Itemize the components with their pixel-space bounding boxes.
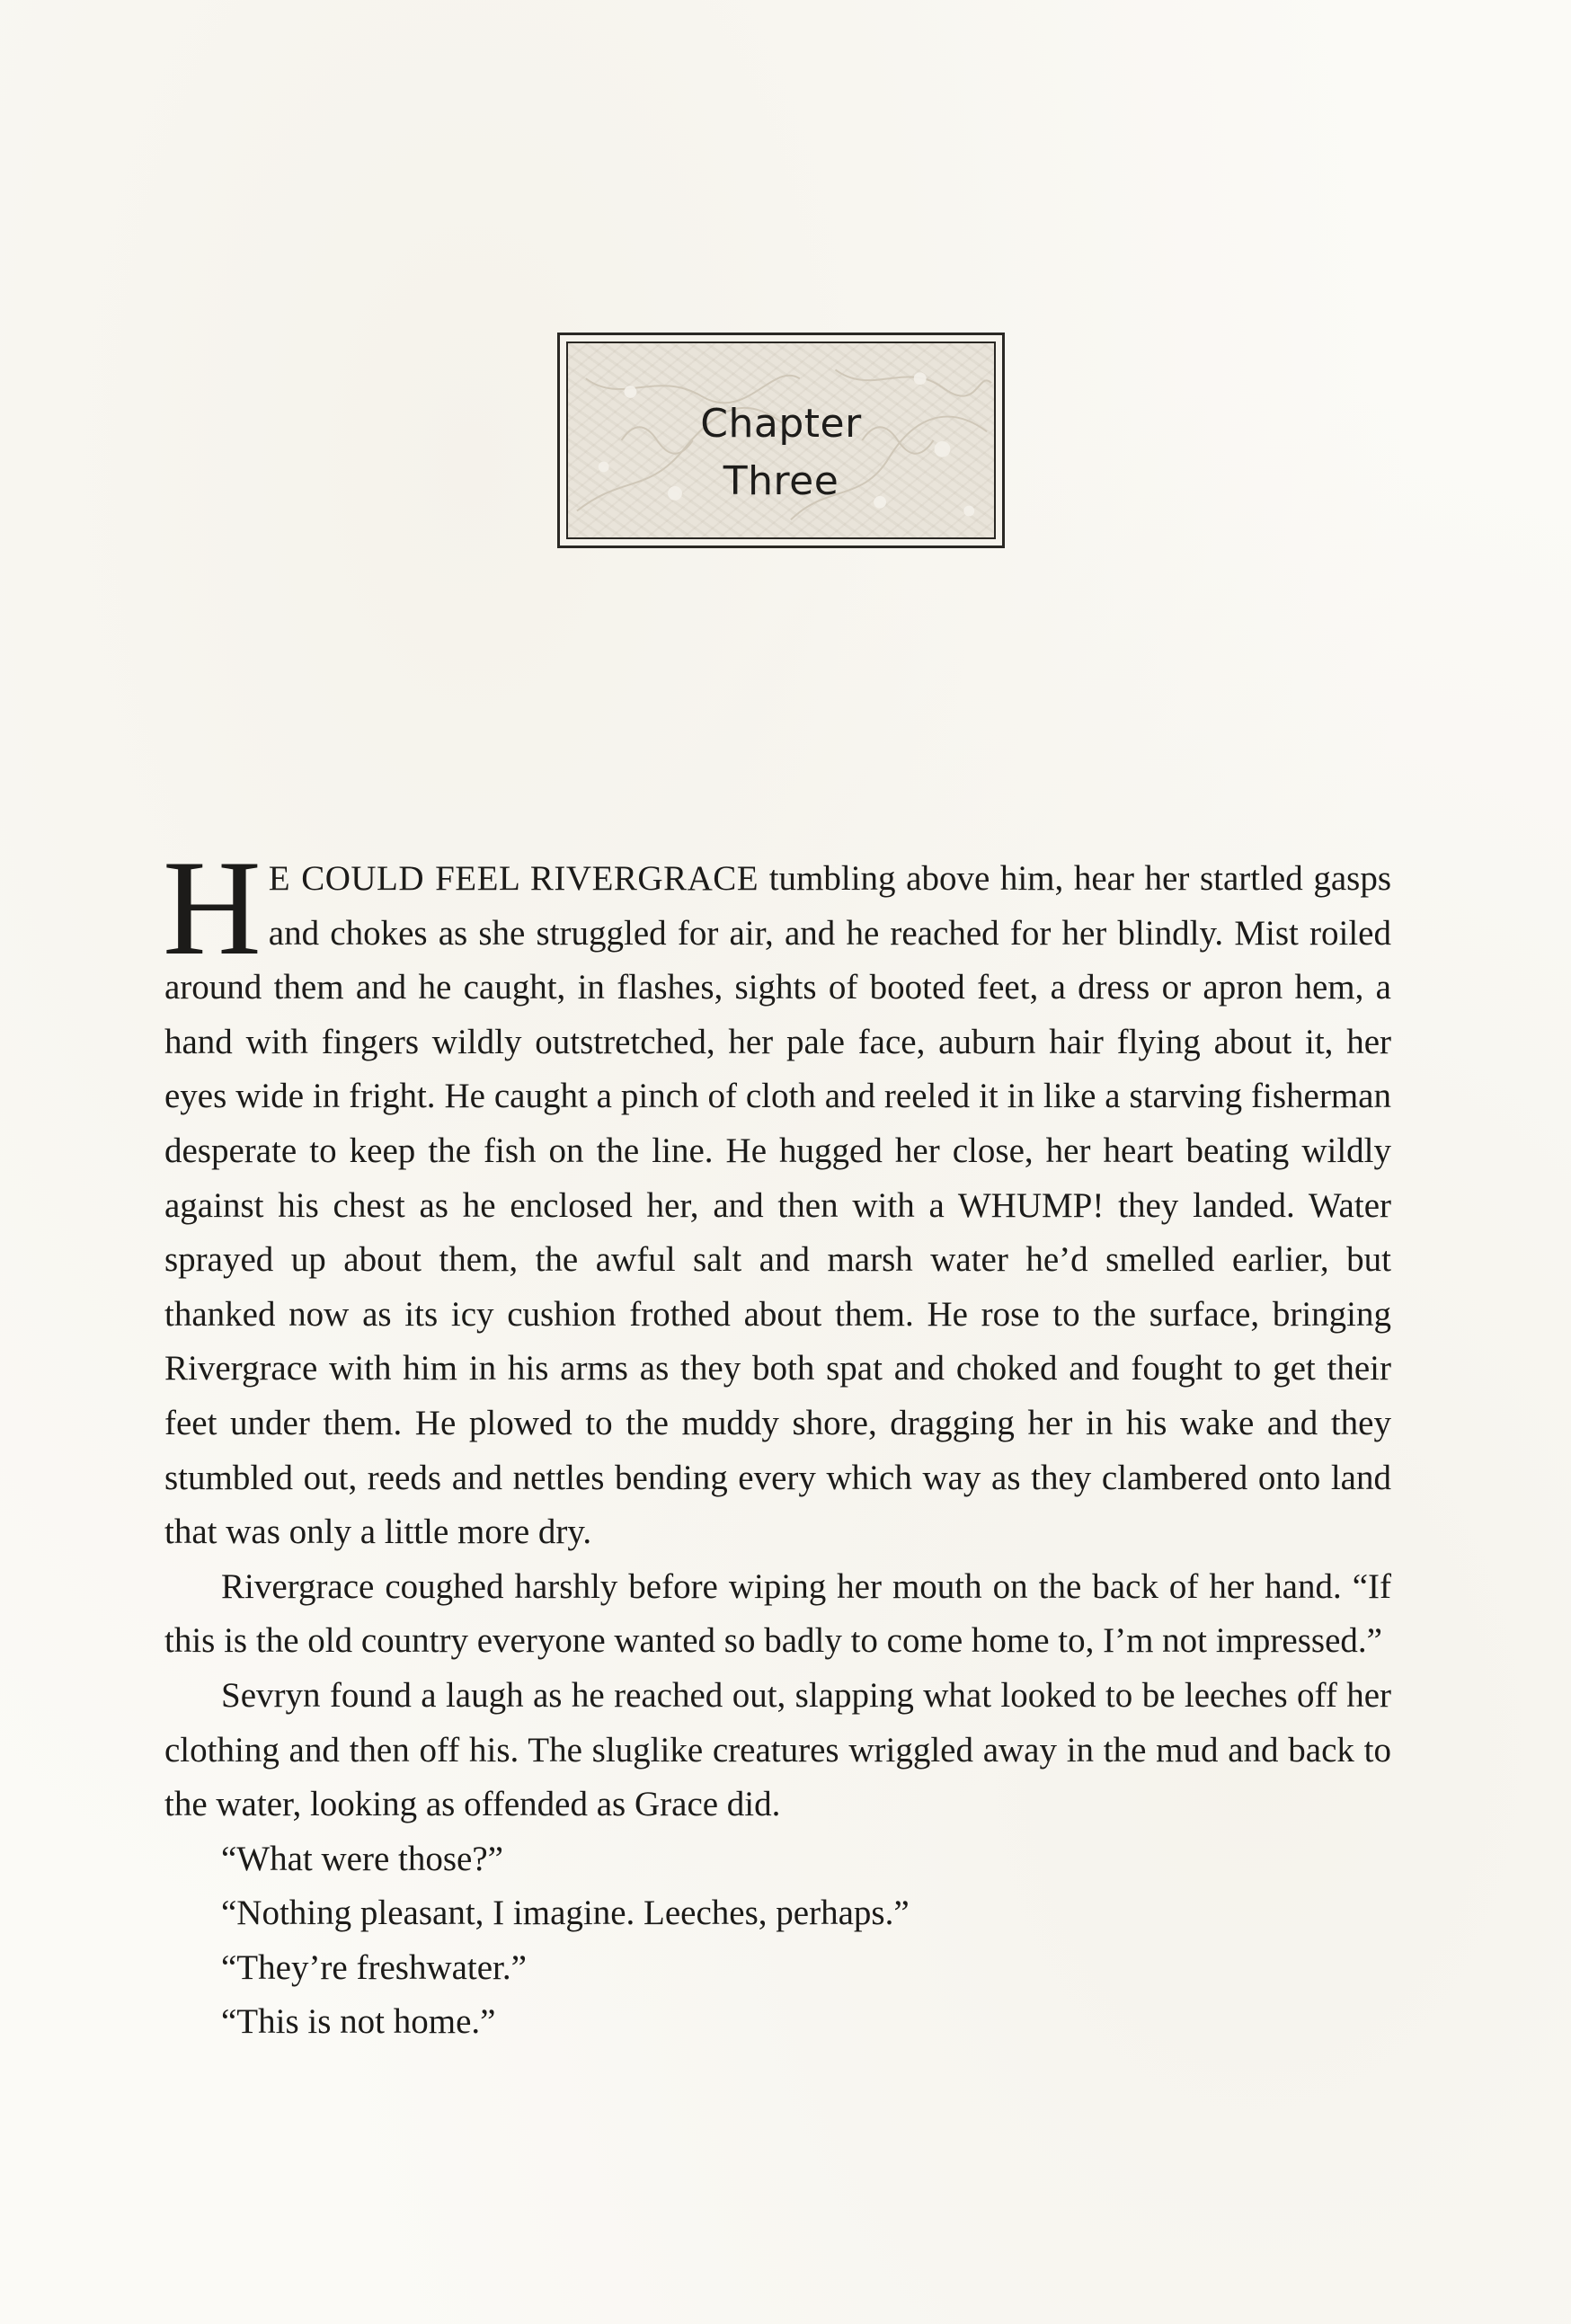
chapter-title [568, 395, 994, 510]
chapter-heading-frame [557, 333, 1005, 548]
chapter-title-line-2: Three [723, 458, 839, 504]
paragraph-3: Sevryn found a laugh as he reached out, slapping what looked to be leeches off her clothing and then off his. The sluglike creatures wriggled away in the mud and back to the water, looking as offended as Grace did. [164, 1675, 1391, 1824]
lead-in-text: E COULD FEEL RIVERGRACE [268, 859, 759, 898]
dialogue-line-4: “This is not home.” [221, 2002, 496, 2042]
chapter-title-line-1: Chapter [700, 401, 862, 447]
paragraph-1 [163, 832, 1391, 1560]
chapter-body-text [163, 832, 1391, 2050]
paragraph-2: Rivergrace coughed harshly before wiping her mouth on the back of her hand. “If this is the old country everyone wanted so badly to come home to, I’m not impressed.” [164, 1566, 1391, 1661]
drop-cap: H [163, 832, 262, 983]
paragraph-1-text: tumbling above him, hear her startled gasps and chokes as she struggled for air, and he reached for her blindly. Mist roiled around them and he caught, in flashes, sights of booted feet, a dress or apron hem, a hand with fingers wildly outstretched, her pale face, auburn hair flying about it, her eyes wide in fright. He caught a pinch of cloth and reeled it in like a starving fisherman desperate to keep the fish on the line. He hugged her close, her heart beating wildly against his chest as he enclosed her, and then with a WHUMP! they landed. Water sprayed up about them, the awful salt and marsh water he’d smelled earlier, but thanked now as its icy cushion frothed about them. He rose to the surface, bringing Rivergrace with him in his arms as they both spat and choked and fought to get their feet under them. He plowed to the muddy shore, dragging her in his wake and they stumbled out, reeds and nettles bending every which way as they clambered onto land that was only a little more dry. [164, 859, 1391, 1552]
chapter-heading-panel [566, 342, 996, 539]
dialogue-line-1: “What were those?” [221, 1839, 503, 1878]
dialogue-line-3: “They’re freshwater.” [221, 1947, 527, 1987]
dialogue-line-2: “Nothing pleasant, I imagine. Leeches, perhaps.” [221, 1894, 910, 1933]
